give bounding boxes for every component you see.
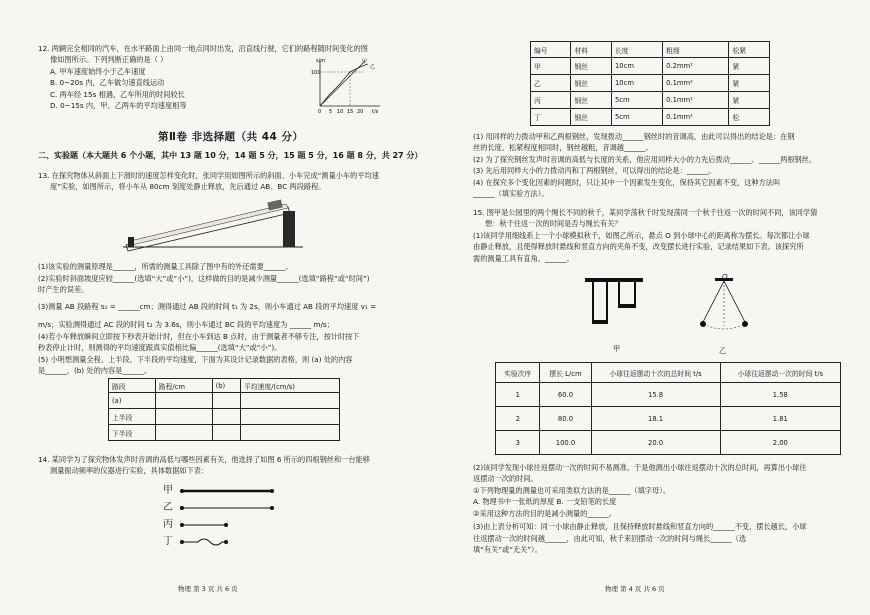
q13-part: 是______，(b) 处的内容是______。 xyxy=(38,366,152,375)
graph-x-tick: 5 xyxy=(329,109,333,115)
incline-figure xyxy=(118,195,308,255)
q15-line: 需的测量工具有直角、______。 xyxy=(473,254,574,263)
table-cell: 下半段 xyxy=(109,425,156,441)
table-cell: 3 xyxy=(496,431,540,455)
table-cell: 80.0 xyxy=(540,407,591,431)
q15-part: 往返摆动一次的时间越______，由此可知，秋千来回摆动一次的时间与绳长______（选 xyxy=(473,534,747,543)
q15-line: 想：秋千往返一次的时间是否与绳长有关？ xyxy=(485,219,622,228)
q12-option-a: A. 甲车速度始终小于乙车速度 xyxy=(50,67,146,76)
table-cell: 10cm xyxy=(611,75,662,92)
q13-part: (5) 小明想测量全程、上半段、下半段的平均速度，下面为其设计记录数据的表格，则 (a) 处的内容 xyxy=(38,355,353,364)
q15-part: 返摆动一次的时间。 xyxy=(473,474,538,483)
q13-part: (4)若小车释放瞬间立即按下秒表开始计时，但在小车到达 B 点时，由于测量者不够专注，按计时按下 xyxy=(38,332,360,341)
pendulum-data-table xyxy=(495,362,841,455)
graph-x-tick: 0 xyxy=(318,109,322,115)
q12-line: 像如图所示。下列判断正确的是（ ） xyxy=(50,55,168,64)
q15-line: (1)该同学用细线系上一个小球模拟秋千，如图乙所示，悬点 O 到小球中心的距离称为摆长。每次都让小球 xyxy=(473,231,810,240)
table-cell: 18.1 xyxy=(591,407,720,431)
table-cell: 钢丝 xyxy=(571,75,611,92)
table-cell: (a) xyxy=(109,393,156,409)
fig-label-yi: 乙 xyxy=(719,346,727,355)
q15-part: (3)由上表分析可知：同一小球由静止释放，且保持释放时悬线和竖直方向的______不变，摆长越长，小球 xyxy=(473,522,807,531)
q14-part: (3) 先后用同样大小的力拨动丙和丁两根钢丝，可以得出的结论是：______。 xyxy=(473,166,716,175)
table-header: 路段 xyxy=(109,379,156,393)
table-header: 小球往返摆动十次的总时间 t/s xyxy=(591,363,720,383)
wires-figure xyxy=(178,485,288,550)
q12-option-d: D. 0~15s 内，甲、乙两车的平均速度相等 xyxy=(50,101,187,110)
table-header: 松紧 xyxy=(729,42,770,58)
q12-option-b: B. 0~20s 内，乙车做匀速直线运动 xyxy=(50,78,165,87)
page-footer: 物理 第 4 页 共 6 页 xyxy=(605,585,665,593)
q14-part: (1) 用同样的力拨动甲和乙两根钢丝，发现拨动______钢丝时的音调高，由此可以得出的结论是：在钢 xyxy=(473,132,795,141)
table-header: 长度 xyxy=(611,42,662,58)
q14-line: 测量振动频率的仪器进行实验，具体数据如下表： xyxy=(50,466,209,475)
table-header: 路程/cm xyxy=(155,379,212,393)
wire-data-table xyxy=(530,41,770,126)
q12-graph xyxy=(310,58,385,113)
graph-x-tick: 20 xyxy=(357,109,364,115)
wire-label-jia: 甲 xyxy=(163,485,173,496)
table-cell: 100.0 xyxy=(540,431,591,455)
wire-label-bing: 丙 xyxy=(163,519,173,530)
q14-part: (4) 在探究多个变化因素的问题时，只让其中一个因素发生变化，保持其它因素不变，这种方法叫 xyxy=(473,178,781,187)
q13-part: (2)实验时斜面坡度应较______(选填“大”或“小”)，这样做的目的是减少测量______(选填“路程”或“时间”) xyxy=(38,274,370,283)
pendulum-figure xyxy=(693,274,753,334)
table-cell: 1 xyxy=(496,383,540,407)
table-cell: 10cm xyxy=(611,58,662,75)
table-cell: 紧 xyxy=(729,75,770,92)
graph-x-tick: t/s xyxy=(372,109,379,115)
table-header: 平均速度/(cm/s) xyxy=(240,379,339,393)
table-cell: 5cm xyxy=(611,109,662,126)
table-cell: 1.81 xyxy=(720,407,840,431)
q15-line: 由静止释放，且使得释放时悬线和竖直方向的夹角不变，改变摆长进行实验，记录结果如下表。该探究所 xyxy=(473,242,804,251)
table-cell: 5cm xyxy=(611,92,662,109)
table-header: 小球往返摆动一次的时间 t/s xyxy=(720,363,840,383)
table-cell: 20.0 xyxy=(591,431,720,455)
table-cell: 丙 xyxy=(531,92,571,109)
page-footer: 物理 第 3 页 共 6 页 xyxy=(178,585,238,593)
table-cell: 钢丝 xyxy=(571,109,611,126)
q15-part: ①下列物理量的测量也可采用类似方法的是______（填字母）。 xyxy=(473,486,670,495)
table-header: (b) xyxy=(212,379,240,393)
graph-y-tick: 100 xyxy=(311,70,321,76)
table-cell: 乙 xyxy=(531,75,571,92)
table-cell: 紧 xyxy=(729,92,770,109)
table-cell: 0.2mm² xyxy=(663,58,729,75)
table-cell: 钢丝 xyxy=(571,58,611,75)
part-heading: 二、实验题（本大题共 6 个小题，其中 13 题 10 分，14 题 5 分，15 题 5 分，16 题 8 分，共 27 分） xyxy=(38,151,423,160)
table-cell: 丁 xyxy=(531,109,571,126)
q15-part: (2)该同学发现小球往返摆动一次的时间不易测准，于是他测出小球往返摆动十次的总时间，再算出小球往 xyxy=(473,463,807,472)
q13-part: m/s；实验测得通过 AC 段的时间 t₂ 为 3.6s，则小车通过 BC 段的平均速度为 ______ m/s； xyxy=(38,320,334,329)
right-page xyxy=(435,0,870,615)
wire-label-ding: 丁 xyxy=(163,536,173,547)
table-cell: 0.1mm² xyxy=(663,92,729,109)
table-header: 实验次序 xyxy=(496,363,540,383)
table-header: 材料 xyxy=(571,42,611,58)
graph-y-label: s/m xyxy=(316,58,326,64)
series-label-jia: 甲 xyxy=(362,59,368,65)
fig-label-o: O xyxy=(722,272,728,281)
graph-x-tick: 10 xyxy=(337,109,344,115)
q14-part: 丝的长度、松紧程度相同时，钢丝越粗，音调越______。 xyxy=(473,143,653,152)
table-cell: 0.1mm² xyxy=(663,75,729,92)
q12-option-c: C. 两车经 15s 相遇，乙车所用的时间较长 xyxy=(50,90,185,99)
table-cell: 15.8 xyxy=(591,383,720,407)
q13-line: 度”实验，如图所示，将小车从 80cm 刻度处静止释放，先后通过 AB、BC 两段路程。 xyxy=(50,182,326,191)
q13-record-table xyxy=(108,378,340,441)
fig-label-jia: 甲 xyxy=(613,344,621,353)
table-cell: 2 xyxy=(496,407,540,431)
q15-part: 填“有关”或“无关”）。 xyxy=(473,545,542,554)
q14-part: (2) 为了探究钢丝发声时音调的高低与长度的关系，他应用同样大小的力先后拨动______、______两根钢丝。 xyxy=(473,155,817,164)
q13-line: 13. 在探究物体从斜面上下滑时的速度怎样变化时，张同学用如图所示的斜面、小车完成“测量小车的平均速 xyxy=(38,171,379,180)
table-header: 摆长 L/cm xyxy=(540,363,591,383)
q15-part: ②采用这种方法的目的是减小测量的______。 xyxy=(473,509,617,518)
q13-part: 秒表停止计时，则测得的平均速度跟真实值相比偏______(选填“大”或“小”)。 xyxy=(38,343,282,352)
series-label-yi: 乙 xyxy=(370,64,376,70)
wire-label-yi: 乙 xyxy=(163,502,173,513)
table-cell: 上半段 xyxy=(109,409,156,425)
table-cell: 甲 xyxy=(531,58,571,75)
q14-line: 14. 某同学为了探究物体发声时音调的高低与哪些因素有关，他选择了如图 6 所示的四根钢丝和一台能够 xyxy=(38,455,370,464)
table-cell: 0.1mm² xyxy=(663,109,729,126)
table-cell: 紧 xyxy=(729,58,770,75)
table-cell: 1.58 xyxy=(720,383,840,407)
q13-part: (3)测量 AB 段路程 s₁ = ______cm；测得通过 AB 段的时间 t₁ 为 2s，则小车通过 AB 段的平均速度 v₁ = xyxy=(38,302,377,311)
table-header: 粗细 xyxy=(663,42,729,58)
q13-part: 时产生的误差。 xyxy=(38,285,89,294)
table-cell: 钢丝 xyxy=(571,92,611,109)
table-cell: 60.0 xyxy=(540,383,591,407)
section-title: 第Ⅱ卷 非选择题（共 44 分） xyxy=(158,131,304,143)
q14-part: ______（填实验方法）。 xyxy=(473,189,549,198)
swings-figure xyxy=(585,278,645,328)
q13-part: (1)该实验的测量原理是______，所需的测量工具除了图中有的外还需要______。 xyxy=(38,262,293,271)
q15-part: A. 物理书中一张纸的厚度 B. 一支铅笔的长度 xyxy=(473,497,617,506)
graph-x-tick: 15 xyxy=(347,109,354,115)
table-header: 编号 xyxy=(531,42,571,58)
table-cell: 松 xyxy=(729,109,770,126)
q15-line: 15. 图甲是公园里的两个绳长不同的秋千，某同学荡秋千时发现荡同一个秋千往返一次的时间不同，该同学猜 xyxy=(473,208,818,217)
table-cell: 2.00 xyxy=(720,431,840,455)
q12-line: 12. 两辆完全相同的汽车，在水平路面上由同一地点同时出发，沿直线行驶，它们的路程随时间变化的图 xyxy=(38,44,368,53)
